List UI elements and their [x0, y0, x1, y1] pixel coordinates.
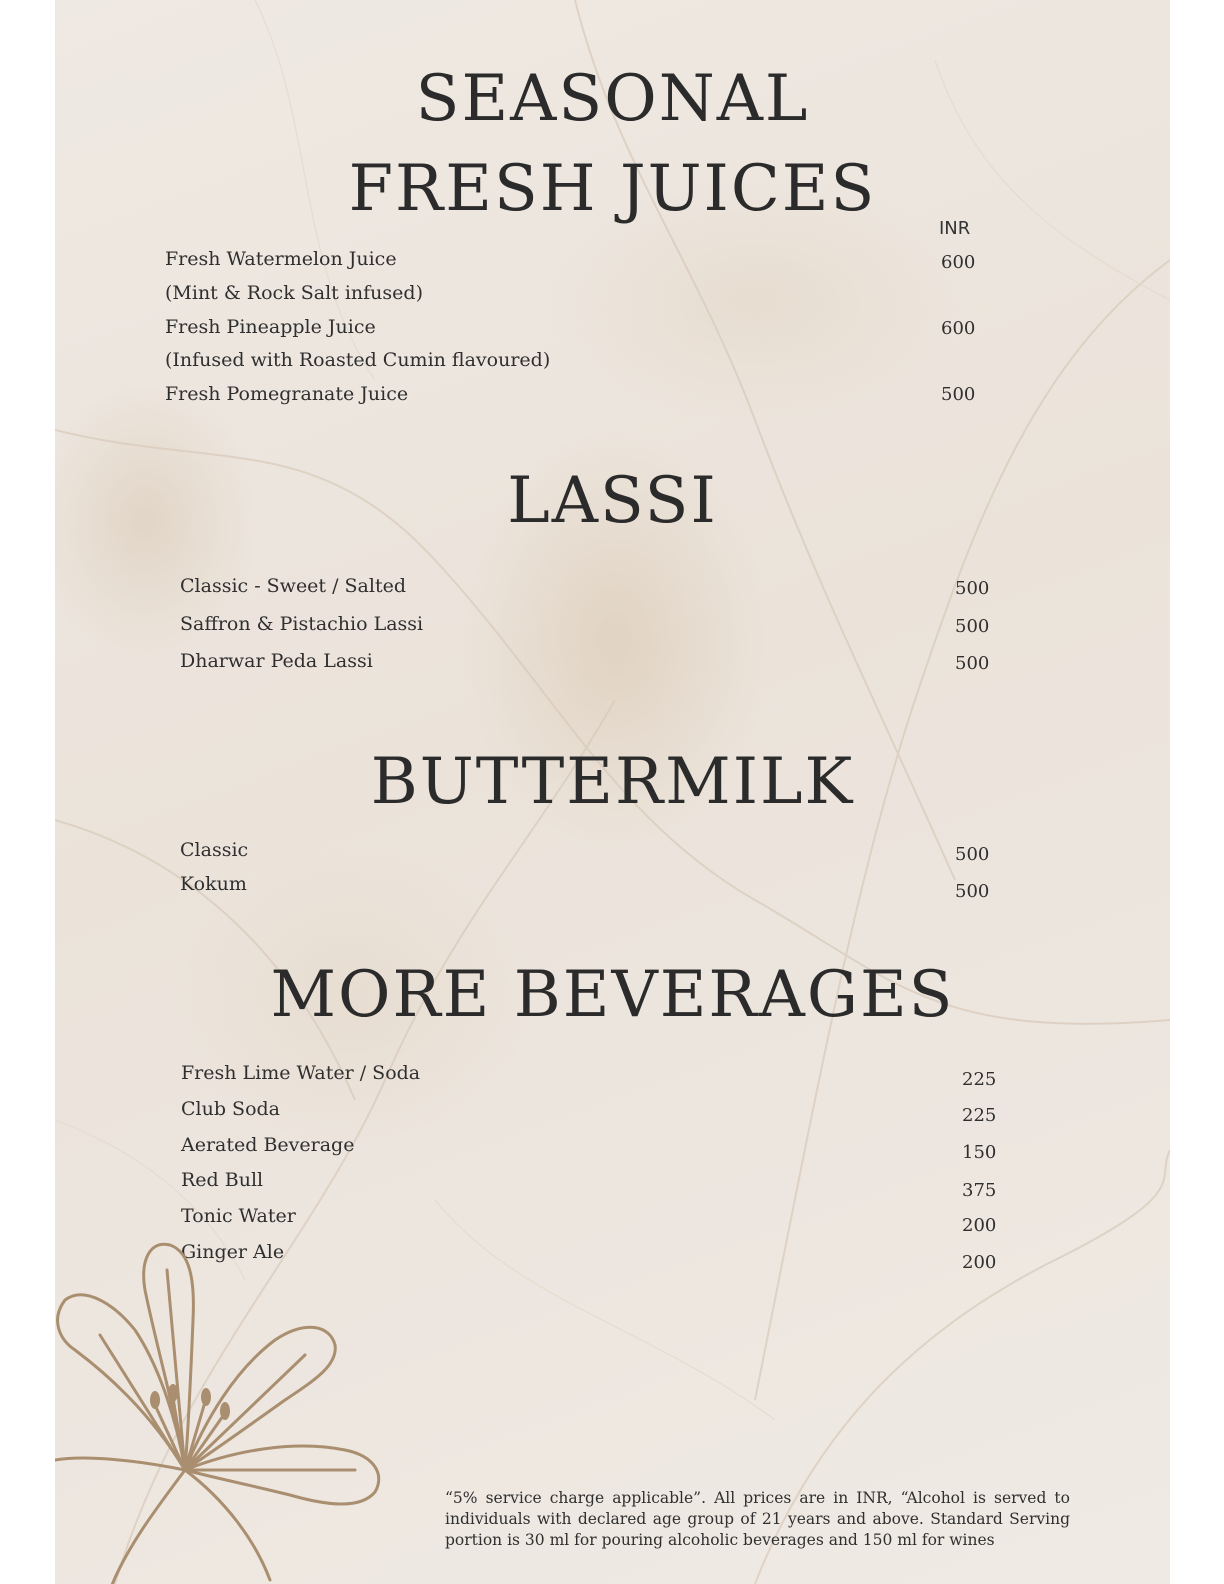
menu-item-price: 225	[962, 1069, 997, 1090]
menu-item-description: (Infused with Roasted Cumin flavoured)	[165, 349, 551, 371]
menu-item-name: Ginger Ale	[181, 1241, 285, 1263]
heading-juices-line1: SEASONAL	[415, 62, 810, 136]
menu-item-name: Classic - Sweet / Salted	[180, 575, 407, 597]
heading-more-beverages: MORE BEVERAGES	[270, 958, 955, 1032]
menu-item-price: 150	[962, 1142, 997, 1163]
footer-note: “5% service charge applicable”. All prices are in INR, “Alcohol is served to individuals with declared age group of 21 years and above. Standard Serving portion is 30 ml for pouring alcoholic beverages and 150 ml for wines	[445, 1489, 1070, 1549]
menu-item-price: 500	[955, 578, 990, 599]
menu-item-price: 600	[941, 252, 976, 273]
menu-item-name: Tonic Water	[181, 1205, 296, 1227]
menu-item-name: Fresh Pomegranate Juice	[165, 383, 409, 405]
menu-item-name: Red Bull	[181, 1169, 264, 1191]
heading-lassi: LASSI	[507, 464, 718, 538]
lily-flower-icon	[55, 1230, 395, 1584]
menu-item-price: 500	[955, 844, 990, 865]
menu-item-price: 200	[962, 1215, 997, 1236]
menu-item-name: Saffron & Pistachio Lassi	[180, 613, 424, 635]
menu-item-price: 200	[962, 1252, 997, 1273]
menu-item-price: 500	[941, 384, 976, 405]
menu-item-name: Fresh Lime Water / Soda	[181, 1062, 421, 1084]
menu-item-price: 225	[962, 1105, 997, 1126]
menu-item-name: Classic	[180, 839, 249, 861]
menu-item-price: 375	[962, 1180, 997, 1201]
menu-item-name: Aerated Beverage	[181, 1134, 355, 1156]
menu-item-price: 500	[955, 653, 990, 674]
menu-item-price: 500	[955, 881, 990, 902]
heading-buttermilk: BUTTERMILK	[370, 745, 855, 819]
menu-item-name: Club Soda	[181, 1098, 280, 1120]
menu-item-price: 600	[941, 318, 976, 339]
menu-item-name: Fresh Pineapple Juice	[165, 316, 376, 338]
menu-item-name: Fresh Watermelon Juice	[165, 248, 397, 270]
menu-item-name: Kokum	[180, 873, 247, 895]
heading-juices-line2: FRESH JUICES	[348, 152, 877, 226]
menu-item-name: Dharwar Peda Lassi	[180, 650, 373, 672]
menu-item-description: (Mint & Rock Salt infused)	[165, 282, 423, 304]
currency-label: INR	[939, 218, 971, 239]
menu-item-price: 500	[955, 616, 990, 637]
menu-page	[55, 0, 1170, 1584]
